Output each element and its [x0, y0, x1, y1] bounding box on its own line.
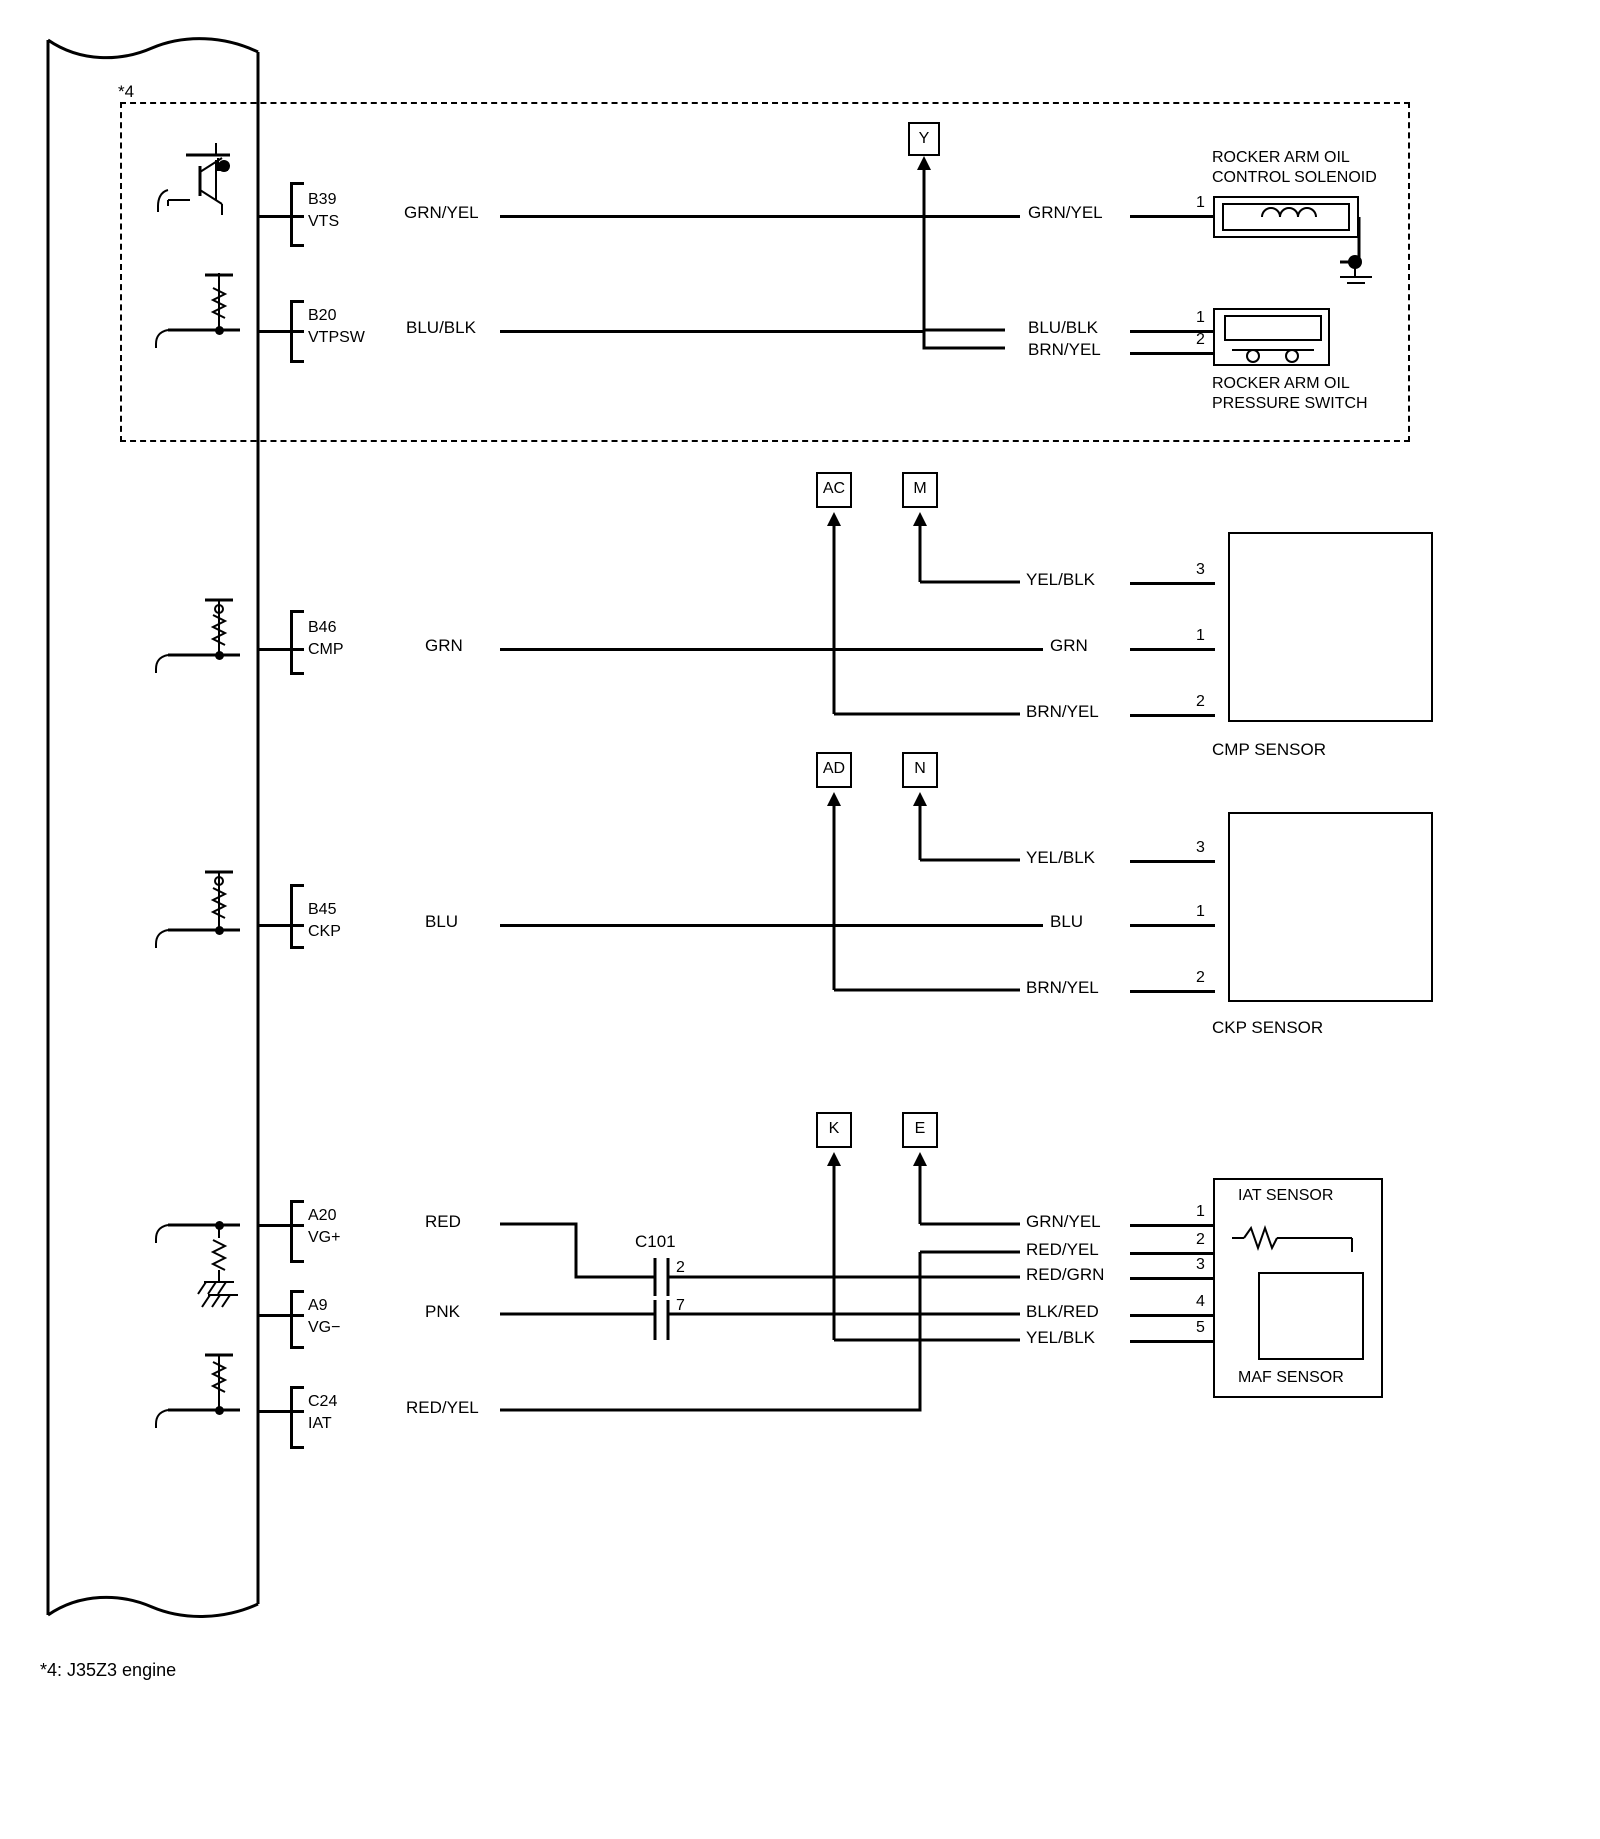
- pin-number-maf-5: 5: [1196, 1319, 1205, 1336]
- pin-number-maf-3: 3: [1196, 1256, 1205, 1273]
- pcm-signal-name-iat: IAT: [308, 1415, 332, 1432]
- wire-b46-stub: [258, 648, 304, 651]
- wire-b39-stub: [258, 215, 304, 218]
- ckp-sensor-label: CKP SENSOR: [1212, 1018, 1324, 1037]
- terminal-bracket-b20-bottom: [290, 360, 304, 363]
- solenoid-inner-frame: [1222, 203, 1350, 231]
- splice-marker-m[interactable]: M: [902, 472, 938, 508]
- wire-maf-pin5: [1130, 1340, 1215, 1343]
- pcm-signal-name-ckp: CKP: [308, 923, 341, 940]
- wire-b46-run: [500, 648, 1043, 651]
- c101-pin-7: 7: [676, 1297, 685, 1314]
- pcm-terminal-id-b20: B20: [308, 307, 337, 324]
- pcm-terminal-id-a9: A9: [308, 1297, 328, 1314]
- terminal-bracket-a9-top: [290, 1290, 304, 1293]
- pin-number-maf-4: 4: [1196, 1293, 1205, 1310]
- wire-b20-stub: [258, 330, 304, 333]
- pcm-signal-name-vgminus: VG−: [308, 1319, 341, 1336]
- splice-marker-n[interactable]: N: [902, 752, 938, 788]
- footnote-text: *4: J35Z3 engine: [40, 1660, 177, 1680]
- pin-number-cmp-3: 3: [1196, 561, 1205, 578]
- wire-cmp-pin2: [1130, 714, 1215, 717]
- junction-dot: [215, 326, 224, 335]
- pcm-terminal-id-b39: B39: [308, 191, 337, 208]
- wire-label-brn-yel-ckp: BRN/YEL: [1026, 978, 1099, 997]
- wire-label-red-yel-iat: RED/YEL: [1026, 1240, 1099, 1259]
- wire-label-blk-red-maf: BLK/RED: [1026, 1302, 1099, 1321]
- wire-label-blu-right: BLU: [1050, 912, 1084, 931]
- terminal-bracket-a20-top: [290, 1200, 304, 1203]
- connector-c101-label: C101: [635, 1232, 676, 1251]
- pin-number-cmp-1: 1: [1196, 627, 1205, 644]
- terminal-bracket-b39-bottom: [290, 244, 304, 247]
- maf-sensor-label: MAF SENSOR: [1238, 1369, 1344, 1386]
- wire-pressure-switch-pin2: [1130, 352, 1215, 355]
- pin-number-pressure-switch-2: 2: [1196, 331, 1205, 348]
- splice-marker-ac[interactable]: AC: [816, 472, 852, 508]
- wire-label-brn-yel-cmp: BRN/YEL: [1026, 702, 1099, 721]
- pin-number-iat-1: 1: [1196, 1203, 1205, 1220]
- junction-dot: [215, 1406, 224, 1415]
- wire-b20-run: [500, 330, 924, 333]
- cmp-sensor-label: CMP SENSOR: [1212, 740, 1326, 759]
- wire-a20-stub: [258, 1224, 304, 1227]
- pcm-terminal-id-a20: A20: [308, 1207, 337, 1224]
- wire-ckp-pin2: [1130, 990, 1215, 993]
- wire-solenoid-pin1: [1130, 215, 1215, 218]
- wire-maf-pin3: [1130, 1277, 1215, 1280]
- junction-dot: [215, 926, 224, 935]
- pcm-signal-name-vgplus: VG+: [308, 1229, 341, 1246]
- wire-label-grn-yel-iat: GRN/YEL: [1026, 1212, 1101, 1231]
- pressure-switch-inner-frame: [1224, 315, 1322, 341]
- wire-label-blu-blk-left: BLU/BLK: [406, 318, 476, 337]
- wire-label-red-yel-left: RED/YEL: [406, 1398, 479, 1417]
- pcm-terminal-id-b46: B46: [308, 619, 337, 636]
- terminal-bracket-b46-bottom: [290, 672, 304, 675]
- pcm-signal-name-vts: VTS: [308, 213, 340, 230]
- c101-pin-2: 2: [676, 1259, 685, 1276]
- wire-label-red-left: RED: [425, 1212, 461, 1231]
- wire-maf-pin4: [1130, 1314, 1215, 1317]
- pin-number-iat-2: 2: [1196, 1231, 1205, 1248]
- pressure-switch-label-line1: ROCKER ARM OIL: [1212, 375, 1350, 392]
- ckp-sensor-body: [1228, 812, 1433, 1002]
- pin-number-ckp-3: 3: [1196, 839, 1205, 856]
- terminal-bracket-b45-top: [290, 884, 304, 887]
- wire-a9-stub: [258, 1314, 304, 1317]
- wire-cmp-pin3: [1130, 582, 1215, 585]
- wire-b45-run: [500, 924, 1043, 927]
- junction-dot: [215, 651, 224, 660]
- wire-c24-stub: [258, 1410, 304, 1413]
- wire-ckp-pin1: [1130, 924, 1215, 927]
- terminal-bracket-b45: [290, 884, 293, 948]
- maf-sensor-body: [1258, 1272, 1364, 1360]
- terminal-bracket-b46-top: [290, 610, 304, 613]
- wire-b45-stub: [258, 924, 304, 927]
- wire-cmp-pin1: [1130, 648, 1215, 651]
- wire-label-yel-blk-ckp: YEL/BLK: [1026, 848, 1095, 867]
- splice-marker-y[interactable]: Y: [908, 122, 940, 156]
- splice-marker-k[interactable]: K: [816, 1112, 852, 1148]
- solenoid-label-line1: ROCKER ARM OIL: [1212, 149, 1350, 166]
- pcm-signal-name-vtpsw: VTPSW: [308, 329, 365, 346]
- splice-marker-e[interactable]: E: [902, 1112, 938, 1148]
- terminal-bracket-c24-bottom: [290, 1446, 304, 1449]
- terminal-bracket-c24: [290, 1386, 293, 1448]
- wire-label-yel-blk-cmp: YEL/BLK: [1026, 570, 1095, 589]
- pcm-signal-name-cmp: CMP: [308, 641, 344, 658]
- iat-sensor-label: IAT SENSOR: [1238, 1187, 1334, 1204]
- pcm-terminal-id-b45: B45: [308, 901, 337, 918]
- terminal-bracket-a20: [290, 1200, 293, 1262]
- terminal-bracket-b46: [290, 610, 293, 674]
- terminal-bracket-b20-top: [290, 300, 304, 303]
- wire-label-red-grn-maf: RED/GRN: [1026, 1265, 1105, 1284]
- pin-number-pressure-switch-1: 1: [1196, 309, 1205, 326]
- wire-label-grn-left: GRN: [425, 636, 463, 655]
- pin-number-ckp-1: 1: [1196, 903, 1205, 920]
- wire-label-pnk-left: PNK: [425, 1302, 460, 1321]
- terminal-bracket-c24-top: [290, 1386, 304, 1389]
- terminal-bracket-a20-bottom: [290, 1260, 304, 1263]
- wire-label-blu-blk-right: BLU/BLK: [1028, 318, 1098, 337]
- wire-label-yel-blk-maf: YEL/BLK: [1026, 1328, 1095, 1347]
- wire-label-grn-yel-left: GRN/YEL: [404, 203, 479, 222]
- pcm-terminal-id-c24: C24: [308, 1393, 338, 1410]
- terminal-bracket-a9: [290, 1290, 293, 1348]
- pressure-switch-label-line2: PRESSURE SWITCH: [1212, 395, 1368, 412]
- wire-iat-pin1: [1130, 1224, 1215, 1227]
- terminal-bracket-a9-bottom: [290, 1346, 304, 1349]
- wire-label-grn-right: GRN: [1050, 636, 1088, 655]
- terminal-bracket-b45-bottom: [290, 946, 304, 949]
- terminal-bracket-b39-top: [290, 182, 304, 185]
- junction-dot: [215, 1221, 224, 1230]
- splice-marker-ad[interactable]: AD: [816, 752, 852, 788]
- cmp-sensor-body: [1228, 532, 1433, 722]
- pin-number-cmp-2: 2: [1196, 693, 1205, 710]
- junction-dot: [218, 160, 230, 172]
- wire-label-grn-yel-right: GRN/YEL: [1028, 203, 1103, 222]
- pin-number-ckp-2: 2: [1196, 969, 1205, 986]
- wire-ckp-pin3: [1130, 860, 1215, 863]
- pin-number-solenoid-1: 1: [1196, 194, 1205, 211]
- wire-label-brn-yel-pressure-switch: BRN/YEL: [1028, 340, 1101, 359]
- solenoid-label-line2: CONTROL SOLENOID: [1212, 169, 1377, 186]
- footnote-marker: *4: [118, 82, 135, 101]
- wire-b39-run: [500, 215, 1020, 218]
- wire-label-blu-left: BLU: [425, 912, 459, 931]
- terminal-bracket-b39: [290, 182, 293, 246]
